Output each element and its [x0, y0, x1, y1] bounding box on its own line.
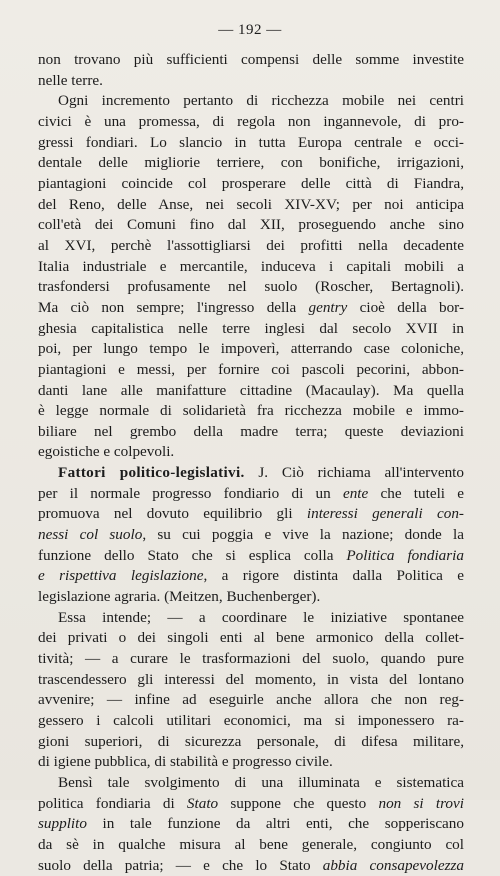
italic-term: e rispettiva legislazione: [38, 567, 204, 585]
text-line: coll'età dei Comuni fino dal XII, proseguendo anche sino: [38, 216, 464, 234]
text-line: dei privati o dei singoli enti al bene armonico della collet-: [38, 629, 464, 647]
text-line: è legge normale di solidarietà fra ricchezza mobile e immo-: [38, 402, 464, 420]
text-line: al XVI, perchè l'assottigliarsi dei profitti nella decadente: [38, 236, 464, 254]
text-line: Fattori politico-legislativi. J. Ciò richiama all'intervento: [58, 464, 464, 482]
text-line: promuova nel dovuto equilibrio gli interessi generali con-: [38, 505, 464, 523]
text-line: gioni superiori, di sicurezza personale, di difesa militare,: [38, 732, 464, 750]
text-line: del Reno, delle Anse, nei secoli XIV-XV; per noi anticipa: [38, 195, 464, 213]
italic-term: gentry: [308, 298, 348, 316]
italic-term: non si trovi: [378, 794, 464, 812]
italic-term: supplito: [38, 815, 87, 833]
text-line: ghesia capitalistica nelle terre inglesi dal secolo XVII in: [38, 319, 464, 337]
italic-term: abbia consapevolezza: [322, 856, 464, 874]
text-line: dentale delle migliorie terriere, con bonifiche, irrigazioni,: [38, 154, 464, 172]
text-line: gressi fondiari. Lo slancio in tutta Europa centrale e occi-: [38, 133, 464, 151]
text-line: civici è una promessa, di regola non ingannevole, di pro-: [38, 112, 464, 130]
text-line: da sè in qualche misura al bene generale, congiunto col: [38, 835, 464, 853]
text-line: per il normale progresso fondiario di un ente che tuteli e: [38, 484, 464, 502]
text-line: nessi col suolo, su cui poggia e vive la nazione; donde la: [38, 526, 464, 544]
text-line: Ogni incremento pertanto di ricchezza mobile nei centri: [58, 92, 464, 110]
text-line: piantagioni e messi, per fornire coi pascoli pecorini, abbon-: [38, 360, 464, 378]
italic-term: Stato: [186, 794, 219, 812]
text-line: legislazione agraria. (Meitzen, Buchenberger).: [38, 588, 321, 606]
text-line: poi, per lungo tempo le impoverì, atterrando case coloniche,: [38, 340, 464, 358]
text-line: piantagioni coincide col prosperare delle città di Fiandra,: [38, 174, 464, 192]
text-line: nelle terre.: [38, 71, 103, 89]
text-line: Italia industriale e mercantile, induceva i capitali mobili a: [38, 257, 464, 275]
text-line: Bensì tale svolgimento di una illuminata e sistematica: [58, 773, 464, 791]
italic-term: Politica fondiaria: [346, 546, 464, 564]
text-line: Ma ciò non sempre; l'ingresso della gentry cioè della bor-: [38, 298, 464, 316]
text-line: biliare nel grembo della madre terra; queste deviazioni: [38, 422, 464, 440]
text-line: trasfondersi profusamente nel suolo (Roscher, Bertagnoli).: [38, 278, 464, 296]
text-line: e rispettiva legislazione, a rigore distinta dalla Politica e: [38, 567, 464, 585]
text-line: di igiene pubblica, di stabilità e progresso civile.: [38, 753, 333, 771]
page-number: — 192 —: [218, 22, 282, 38]
text-line: danti lane alle manifatture cittadine (Macaulay). Ma quella: [38, 381, 464, 399]
section-heading: Fattori politico-legislativi.: [58, 464, 245, 482]
text-line: avvenire; — infine ad eseguirle anche allora che non reg-: [38, 691, 464, 709]
italic-term: interessi generali con-: [306, 505, 464, 523]
text-line: gessero i calcoli utilitari economici, ma si imponessero ra-: [38, 712, 464, 729]
italic-term: ente: [342, 484, 369, 502]
text-line: supplito in tale funzione da altri enti, che sopperiscano: [38, 815, 464, 833]
text-line: non trovano più sufficienti compensi delle somme investite: [38, 51, 464, 68]
text-line: egoistiche e colpevoli.: [38, 443, 175, 461]
text-line: suolo della patria; — e che lo Stato abbia consapevolezza: [38, 856, 464, 874]
body-text: [38, 50, 464, 876]
italic-term: nessi col suolo: [38, 526, 143, 544]
text-line: Essa intende; — a coordinare le iniziative spontanee: [58, 608, 464, 626]
text-line: trascendessero gli interessi del momento, in vista del lontano: [38, 670, 464, 688]
text-line: tività; — a curare le trasformazioni del suolo, quando pure: [38, 650, 464, 668]
text-line: politica fondiaria di Stato suppone che questo non si trovi: [38, 794, 464, 812]
text-line: funzione dello Stato che si esplica colla Politica fondiaria: [38, 546, 464, 564]
